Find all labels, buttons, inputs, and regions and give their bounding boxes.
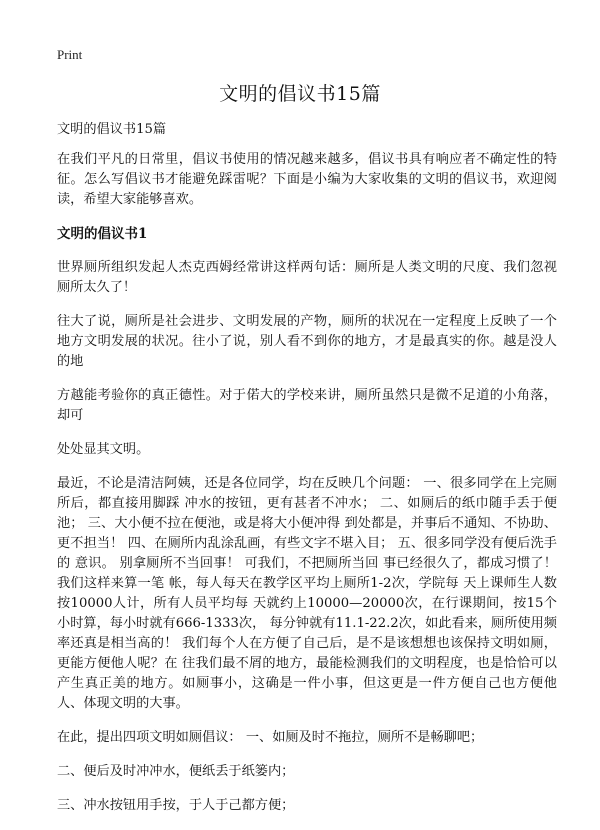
paragraph: 世界厕所组织发起人杰克西姆经常讲这样两句话：厕所是人类文明的尺度、我们忽视 厕所太久了！ [57, 260, 557, 295]
intro-paragraph: 在我们平凡的日常里，倡议书使用的情况越来越多，倡议书具有响应者不确定性的特征。怎么写倡议书才能避免踩雷呢？下面是小编为大家收集的文明的倡议书，欢迎阅读，希望大家能够喜欢。 [57, 152, 557, 207]
document-subtitle: 文明的倡议书15篇 [57, 122, 167, 137]
paragraph: 二、便后及时冲冲水，便纸丢于纸篓内； [57, 764, 295, 779]
document-body [57, 120, 557, 830]
paragraph: 方越能考验你的真正德性。对于偌大的学校来讲，厕所虽然只是微不足道的小角落，却可 [57, 388, 557, 423]
paragraph: 往大了说，厕所是社会进步、文明发展的产物，厕所的状况在一定程度上反映了一个 地方文明发展的状况。往小了说，别人看不到你的地方，才是最真实的你。越是没人的地 [57, 314, 557, 369]
paragraph: 最近，不论是清洁阿姨，还是各位同学，均在反映几个问题： 一、很多同学在上完厕所后，都直接用脚踩 冲水的按钮，更有甚者不冲水； 二、如厕后的纸巾随手丢于便池； 三、大小便不拉在便池，或是将大小便冲得 到处都是，并事后不通知、不协助、更不担当！ 四、在厕所内乱涂乱画，有些文字不堪入目； 五、很多同学没有便后洗手的 意识。 别拿厕所不当回事！ 可我们，不把厕所当回 事已经很久了，都成习惯了！ 我们这样来算一笔 帐，每人每天在教学区平均上厕所1-2次，学院每 天上课师生人数按10000人计，所有人员平均每 天就约上10000—20000次，在行课期间，按15个小时算，每小时就有666-1333次， 每分钟就有11.1-22.2次，如此看来，厕所使用频率还真是相当高的！ 我们每个人在方便了自己后，是不是该想想也该保持文明如厕，更能方便他人呢？在 往我们最不屑的地方，最能检测我们的文明程度，也是恰恰可以产生真正美的地方。如厕事小，这确是一件小事，但这更是一件方便自己也方便他人、体现文明的大事。 [57, 476, 557, 711]
paragraph: 三、冲水按钮用手按，于人于己都方便； [57, 798, 295, 813]
print-link[interactable]: Print [57, 47, 83, 62]
section-heading: 文明的倡议书1 [57, 226, 148, 242]
paragraph: 在此，提出四项文明如厕倡议： 一、如厕及时不拖拉，厕所不是畅聊吧； [57, 730, 484, 745]
paragraph: 处处显其文明。 [57, 442, 150, 457]
document-title: 文明的倡议书15篇 [219, 83, 381, 105]
